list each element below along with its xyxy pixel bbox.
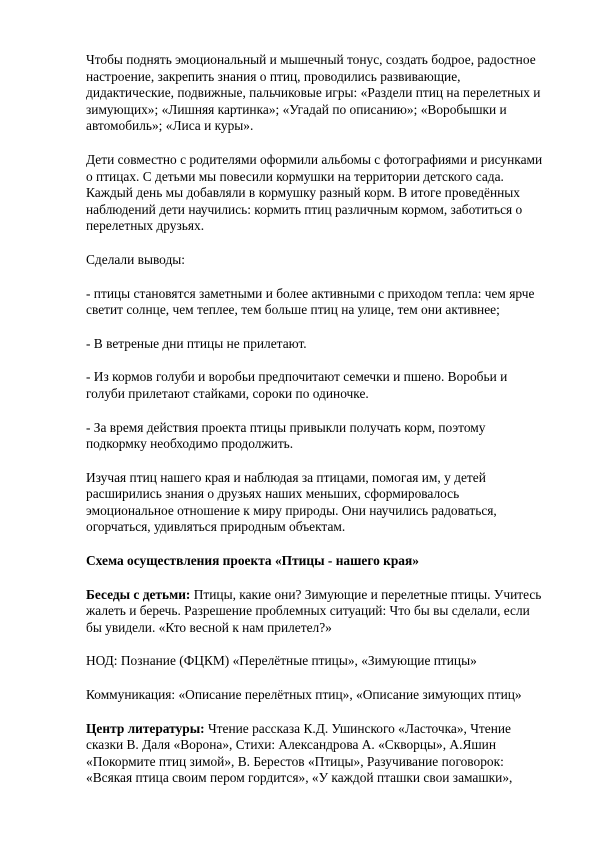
paragraph-conclusion-3: [86, 369, 545, 402]
paragraph-text: Чтение рассказа К.Д. Ушинского «Ласточка», Чтение сказки В. Даля «Ворона», Стихи: Александрова А. «Скворцы», А.Яшин «Покормите птиц зимой», В. Берестов «Птицы», Разучивание поговорок: «Всякая птица своим пером гордится», «У каждой пташки свои замашки»,: [86, 720, 513, 786]
paragraph-text: - Из кормов голуби и воробьи предпочитают семечки и пшено. Воробьи и голуби прилетают стайками, сороки по одиночке.: [86, 369, 508, 401]
paragraph-bold-lead: Беседы с детьми:: [86, 586, 191, 602]
paragraph-text: Чтобы поднять эмоциональный и мышечный тонус, создать бодрое, радостное настроение, закрепить знания о птиц, проводились развивающие, дидактические, подвижные, пальчиковые игры: «Раздели птиц на перелетных и зимующих»; «Лишняя картинка»; «Угадай по описанию»; «Воробышки и автомобиль»; «Лиса и куры».: [86, 52, 541, 134]
paragraph-conclusion-2: [86, 336, 545, 353]
paragraph-text: - В ветреные дни птицы не прилетают.: [86, 335, 307, 351]
paragraph-text: - птицы становятся заметными и более активными с приходом тепла: чем ярче светит солнце, чем теплее, тем больше птиц на улице, тем они активнее;: [86, 285, 535, 318]
section-heading: [86, 553, 545, 570]
paragraph-text: Изучая птиц нашего края и наблюдая за птицами, помогая им, у детей расширились знания о друзьях наших меньших, сформировалось эмоциональное отношение к миру природы. Они научились радоваться, огорчаться, удивляться природным объектам.: [86, 469, 497, 535]
section-heading-text: Схема осуществления проекта «Птицы - нашего края»: [86, 553, 419, 569]
paragraph-conclusion-4: [86, 420, 545, 453]
paragraph-albums: [86, 152, 545, 235]
paragraph-literature: [86, 721, 545, 787]
paragraph-text: Птицы, какие они? Зимующие и перелетные птицы. Учитесь жалеть и беречь. Разрешение проблемных ситуаций: Что бы вы сделали, если бы увидели. «Кто весной к нам прилетел?»: [86, 586, 542, 635]
paragraph-summary: [86, 470, 545, 536]
paragraph-conclusions-heading: [86, 252, 545, 269]
paragraph-conversations: [86, 587, 545, 637]
paragraph-text: Коммуникация: «Описание перелётных птиц», «Описание зимующих птиц»: [86, 687, 522, 703]
paragraph-communication: [86, 687, 545, 704]
paragraph-text: Сделали выводы:: [86, 251, 186, 267]
paragraph-games: [86, 52, 545, 135]
paragraph-conclusion-1: [86, 286, 545, 319]
paragraph-bold-lead: Центр литературы:: [86, 720, 205, 736]
paragraph-text: Дети совместно с родителями оформили альбомы с фотографиями и рисунками о птицах. С детьми мы повесили кормушки на территории детского сада. Каждый день мы добавляли в кормушку разный корм. В итоге проведённых наблюдений дети научились: кормить птиц различным кормом, заботиться о перелетных друзьях.: [86, 151, 543, 234]
paragraph-nod: [86, 653, 545, 670]
paragraph-text: НОД: Познание (ФЦКМ) «Перелётные птицы», «Зимующие птицы»: [86, 653, 477, 669]
paragraph-text: - За время действия проекта птицы привыкли получать корм, поэтому подкормку необходимо продолжить.: [86, 419, 486, 452]
